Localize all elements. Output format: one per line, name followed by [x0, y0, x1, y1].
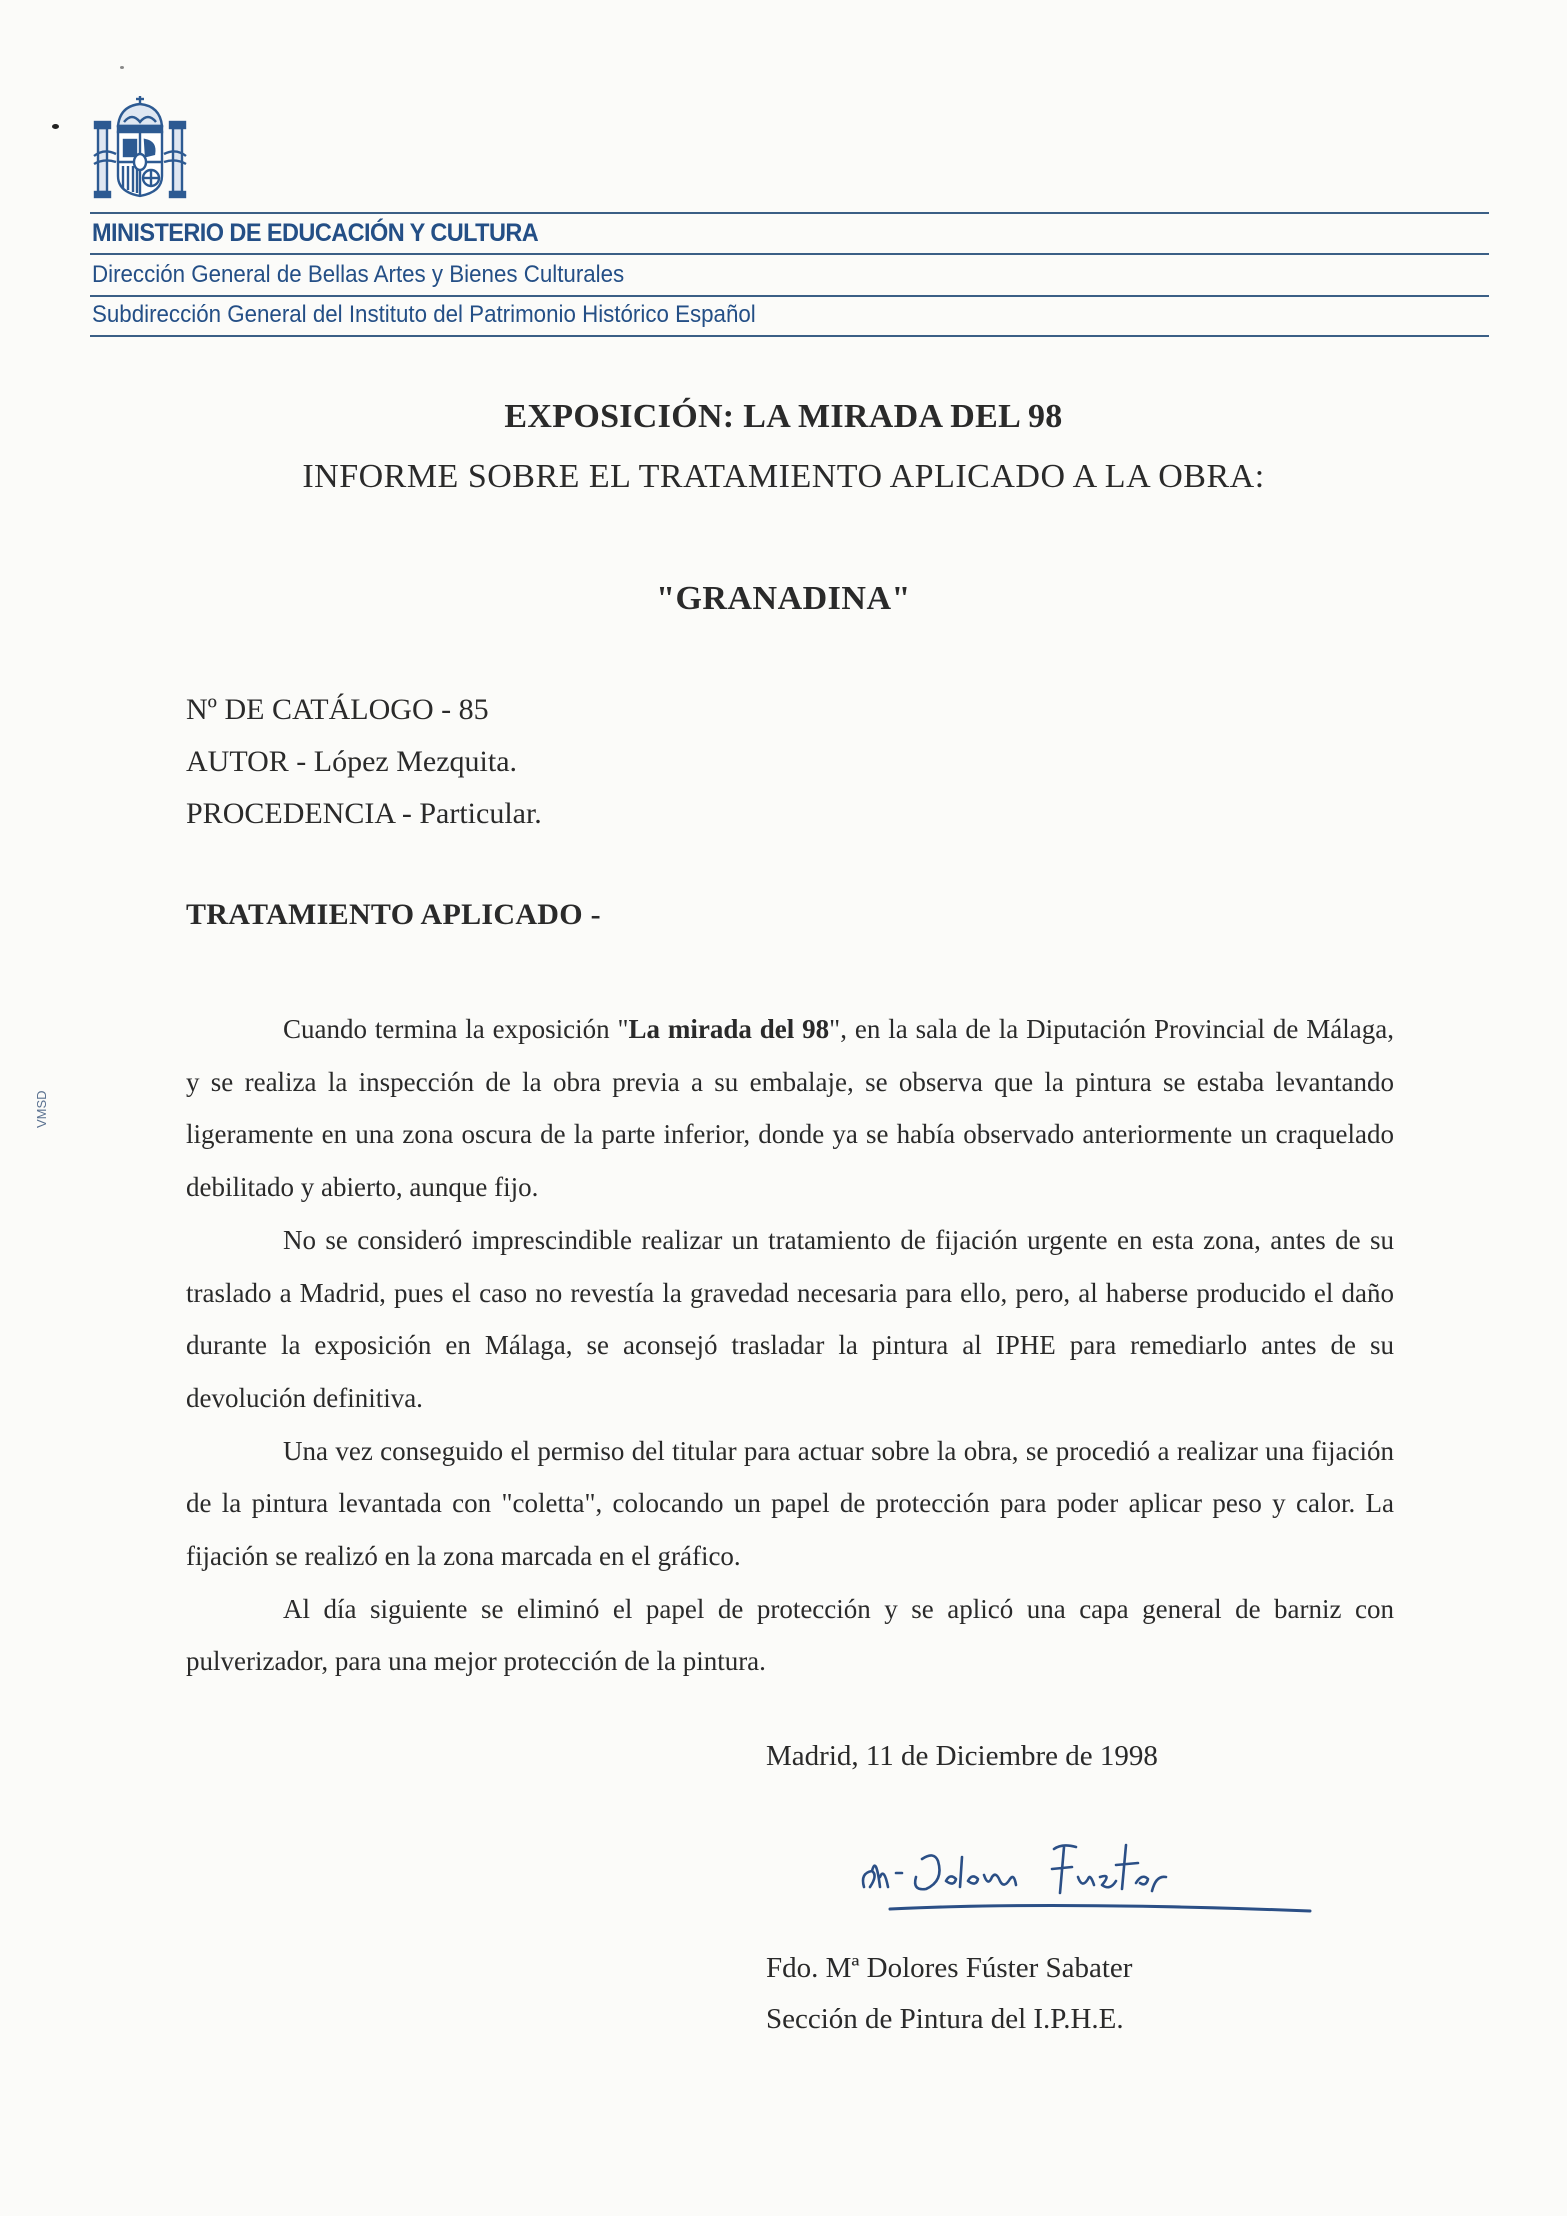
subdirectorate-name: Subdirección General del Instituto del Patrimonio Histórico Español [92, 301, 756, 328]
directorate-name: Dirección General de Bellas Artes y Bienes Culturales [92, 261, 625, 288]
spain-coat-of-arms-icon [90, 92, 190, 200]
author: AUTOR - López Mezquita. [186, 745, 518, 778]
report-title: INFORME SOBRE EL TRATAMIENTO APLICADO A LA OBRA: [302, 458, 1265, 495]
exhibition-name-bold: La mirada del 98 [628, 1014, 830, 1044]
paragraph: Una vez conseguido el permiso del titular para actuar sobre la obra, se procedió a realizar una fijación de la pintura levantada con "coletta", colocando un papel de protección para poder aplicar peso y calor. La fijación se realizó en la zona marcada en el gráfico. [186, 1435, 1394, 1572]
catalog-number: Nº DE CATÁLOGO - 85 [186, 693, 489, 726]
report-body [186, 1003, 1394, 1688]
letterhead-rule [90, 253, 1489, 255]
paragraph: No se consideró imprescindible realizar un tratamiento de fijación urgente en esta zona, antes de su traslado a Madrid, pues el caso no revestía la gravedad necesaria para ello, pero, al haberse producido el daño durante la exposición en Málaga, se aconsejó trasladar la pintura al IPHE para remediarlo antes de su devolución definitiva. [186, 1224, 1394, 1413]
department: Sección de Pintura del I.P.H.E. [766, 2003, 1124, 2035]
letterhead-rule [90, 212, 1489, 214]
artwork-title: "GRANADINA" [656, 580, 911, 617]
letterhead-rule [90, 295, 1489, 297]
scan-speck [52, 124, 59, 129]
provenance: PROCEDENCIA - Particular. [186, 797, 542, 830]
paragraph: Al día siguiente se eliminó el papel de protección y se aplicó una capa general de barniz con pulverizador, para una mejor protección de la pintura. [186, 1593, 1394, 1677]
paragraph-text: Cuando termina la exposición " [283, 1014, 629, 1044]
ministry-name: MINISTERIO DE EDUCACIÓN Y CULTURA [92, 219, 539, 247]
paragraph [186, 1003, 1394, 1214]
place-date: Madrid, 11 de Diciembre de 1998 [766, 1740, 1158, 1772]
handwritten-signature [850, 1825, 1320, 1925]
signed-by: Fdo. Mª Dolores Fúster Sabater [766, 1952, 1133, 1984]
exhibition-title: EXPOSICIÓN: LA MIRADA DEL 98 [504, 398, 1063, 435]
letterhead-rule [90, 335, 1489, 337]
section-heading: TRATAMIENTO APLICADO - [186, 898, 601, 931]
scan-speck [120, 66, 124, 69]
paragraph-text: ", en la sala de la Diputación Provincial de Málaga, y se realiza la inspección de la obra previa a su embalaje, se observa que la pintura se estaba levantando ligeramente en una zona oscura de la parte inferior, donde ya se había observado anteriormente un craquelado debilitado y abierto, aunque fijo. [186, 1014, 1394, 1203]
margin-note: VMSD [34, 1090, 49, 1128]
